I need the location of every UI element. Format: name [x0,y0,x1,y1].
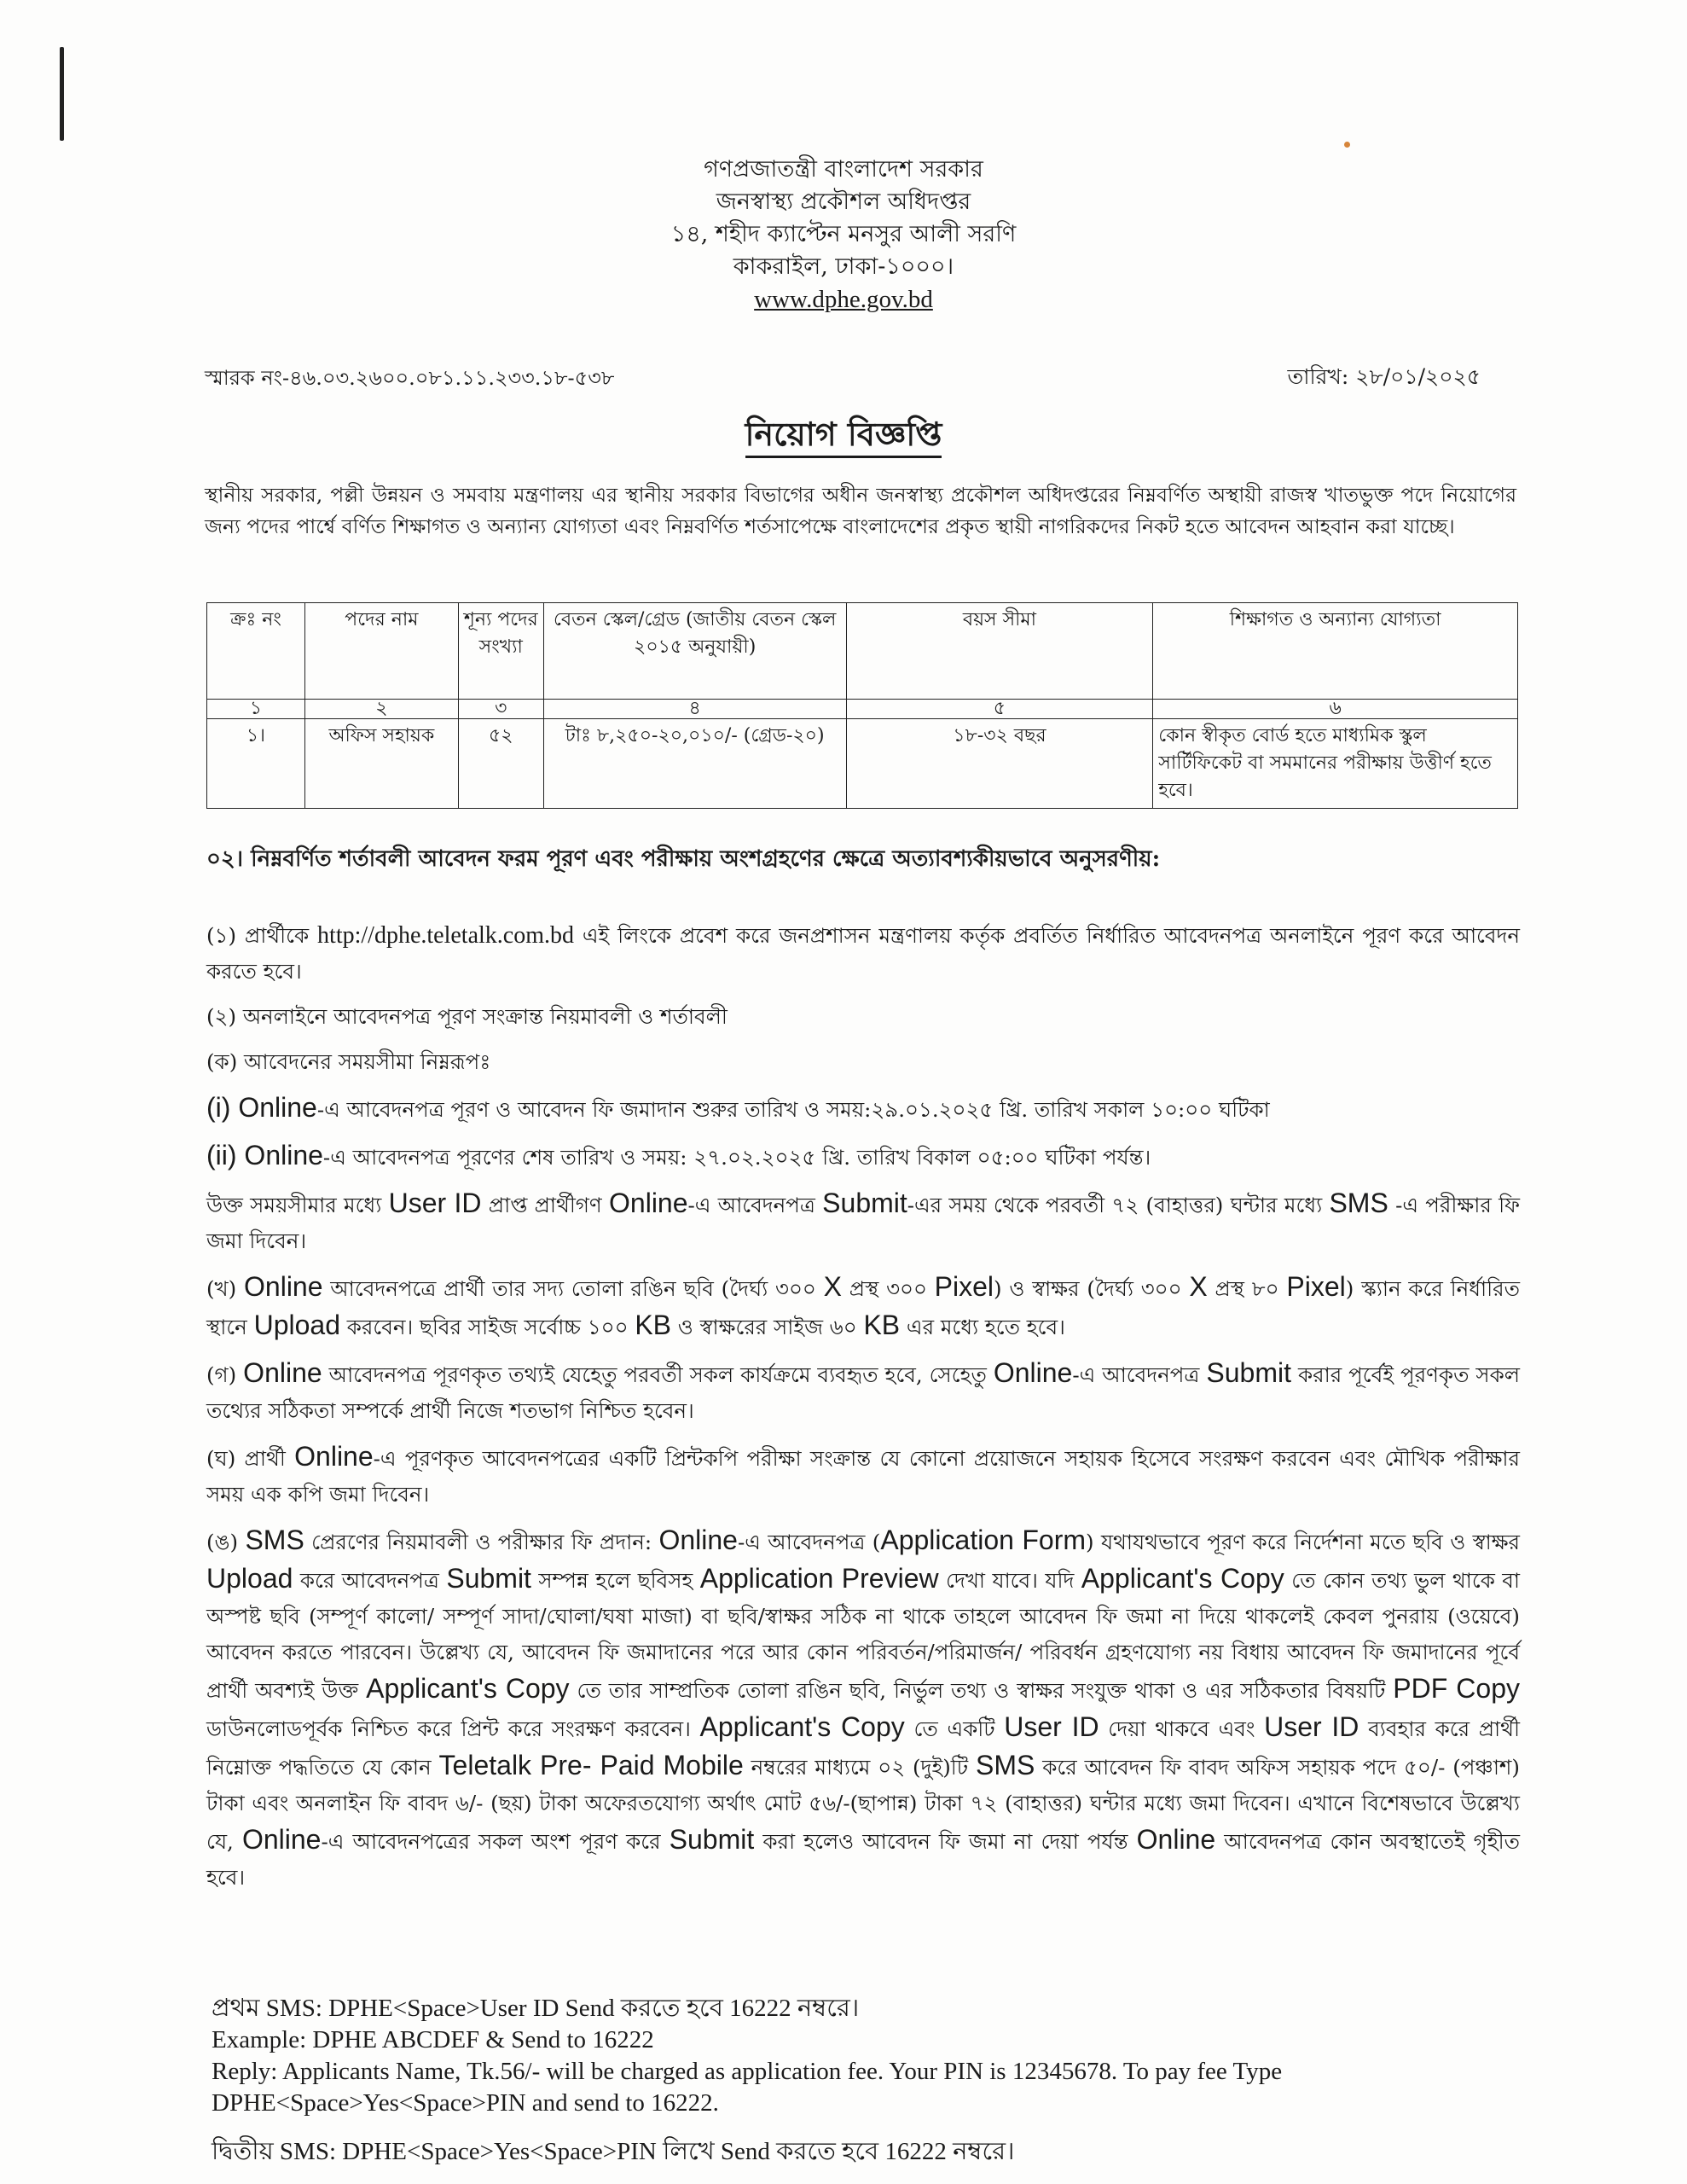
cell-vacancies: ৫২ [458,719,543,809]
instructions [206,913,1520,1905]
text: প্রস্থ ৩০০ [841,1276,935,1301]
text: Teletalk Pre- Paid Mobile [438,1750,744,1780]
text: KB [635,1310,671,1340]
first-sms: প্রথম SMS: DPHE<Space>User ID Send করতে হবে 16222 নম্বরে। [212,1995,860,2022]
fee-window [206,1185,1520,1259]
text: Online [243,1357,322,1388]
section-heading: ০২। নিম্নবর্ণিত শর্তাবলী আবেদন ফরম পূরণ এবং পরীক্ষায় অংশগ্রহণের ক্ষেত্রে অত্যাবশ্যকীয়ভাবে অনুসরণীয়: [206,846,1161,872]
column-number: ৫ [846,700,1153,719]
text: এই লিংকে প্রবেশ করে জনপ্রশাসন মন্ত্রণালয় কর্তৃক প্রবর্তিত নির্ধারিত আবেদনপত্র অনলাইনে পূরণ করে আবেদন করতে হবে। [206,923,1520,984]
department-name: জনস্বাস্থ্য প্রকৌশল অধিদপ্তর [716,189,971,215]
table-number-row [207,700,1518,719]
intro-paragraph: স্থানীয় সরকার, পল্লী উন্নয়ন ও সমবায় মন্ত্রণালয় এর স্থানীয় সরকার বিভাগের অধীন জনস্বাস্থ্য প্রকৌশল অধিদপ্তরের নিম্নবর্ণিত অস্থায়ী রাজস্ব খাতভুক্ত পদে নিয়োগের জন্য পদের পার্শ্বে বর্ণিত শিক্ষাগত ও অন্যান্য যোগ্যতা এবং নিম্নবর্ণিত শর্তসাপেক্ষে বাংলাদেশের প্রকৃত স্থায়ী নাগরিকদের নিকট হতে আবেদন আহবান করা যাচ্ছে। [205,483,1516,538]
text: আবেদনপত্র কোন অবস্থাতেই গৃহীত হবে। [206,1829,1520,1890]
text: Online [241,1824,322,1855]
text: করে আবেদনপত্র [293,1568,447,1593]
govt-name: গণপ্রজাতন্ত্রী বাংলাদেশ সরকার [704,156,983,183]
text: Applicant's Copy [366,1673,570,1704]
text: ব্যবহার করে প্রার্থী নিম্নোক্ত পদ্ধতিতে যে কোন [206,1716,1521,1780]
cell-age-limit: ১৮-৩২ বছর [846,719,1153,809]
cell-post-name: অফিস সহায়ক [304,719,458,809]
header-pay-scale: বেতন স্কেল/গ্রেড (জাতীয় বেতন স্কেল ২০১৫ অনুযায়ী) [543,603,846,700]
text: -এ আবেদনপত্র [687,1193,823,1217]
text: Online [609,1188,688,1218]
text: প্রস্থ ৮০ [1207,1276,1287,1301]
text: Applicant's Copy [699,1711,905,1742]
header-age-limit: বয়স সীমা [846,603,1153,700]
text: -এ আবেদনপত্র ( [737,1530,881,1554]
text: Online [294,1441,374,1472]
text: উক্ত সময়সীমার মধ্যে [206,1193,389,1217]
address-line-2: কাকরাইল, ঢাকা-১০০০। [733,253,954,280]
text: -এ পরীক্ষার ফি জমা দিবেন। [206,1193,1520,1253]
text: তে কোন তথ্য ভুল থাকে বা অস্পষ্ট ছবি (সম্পূর্ণ কালো/ সম্পূর্ণ সাদা/ঘোলা/ঘষা মাজা) বা ছবি/স্বাক্ষর সঠিক না থাকে তাহলে আবেদন ফি জমা না দিয়ে থাকলেই কেবল পুনরায় (ওয়েবে) আবেদন করতে পারবেন। উল্লেখ্য যে, আবেদন ফি জমাদানের পরে আর কোন পরিবর্তন/পরিমার্জন/ পরিবর্ধন গ্রহণযোগ্য নয় বিধায় আবেদন ফি জমাদানের পূর্বে প্রার্থী অবশ্যই উক্ত [206,1568,1521,1703]
text: SMS [1329,1188,1388,1218]
header-qualification: শিক্ষাগত ও অন্যান্য যোগ্যতা [1153,603,1518,700]
column-number: ১ [207,700,305,719]
text: Online [993,1357,1073,1388]
column-number: ৬ [1153,700,1518,719]
text: প্রেরণের নিয়মাবলী ও পরীক্ষার ফি প্রদান: [304,1530,659,1554]
scan-edge-mark [60,47,64,141]
text: (i) Online [206,1092,317,1123]
second-sms: দ্বিতীয় SMS: DPHE<Space>Yes<Space>PIN লিখে Send করতে হবে 16222 নম্বরে। [212,2138,1015,2165]
text: SMS [976,1750,1035,1780]
text: দেয়া থাকবে এবং [1099,1716,1265,1741]
deadline-start [206,1089,1520,1128]
text: User ID [1004,1711,1099,1742]
cell-serial: ১। [207,719,305,809]
text: Submit [822,1188,907,1218]
text: User ID [388,1188,482,1218]
text: নম্বরের মাধ্যমে ০২ (দুই)টি [743,1755,976,1780]
text: Submit [1206,1357,1291,1388]
memo-number: স্মারক নং-৪৬.০৩.২৬০০.০৮১.১১.২৩৩.১৮-৫৩৮ [205,366,615,390]
text: -এ আবেদনপত্র পূরণের শেষ তারিখ ও সময়: ২৭.০২.২০২৫ খ্রি. তারিখ বিকাল ০৫:০০ ঘটিকা পর্যন্ত। [322,1145,1151,1170]
text: -এ আবেদনপত্র [1072,1362,1207,1387]
text: Upload [206,1563,293,1594]
text: করে আবেদন ফি বাবদ অফিস সহায়ক পদে ৫০/- (পঞ্চাশ) টাকা এবং অনলাইন ফি বাবদ ৬/- (ছয়) টাকা অফেরতযোগ্য অর্থাৎ মোট ৫৬/-(ছাপান্ন) টাকা ৭২ (বাহাত্তর) ঘন্টার মধ্যে জমা দিবেন। এখানে বিশেষভাবে উল্লেখ্য যে, [206,1755,1520,1854]
text: (খ) [206,1276,245,1301]
text: Online [1136,1824,1216,1855]
text: -এ আবেদনপত্রের সকল অংশ পূরণ করে [321,1829,670,1854]
text: ) যথাযথভাবে পূরণ করে নির্দেশনা মতে ছবি ও স্বাক্ষর [1086,1530,1521,1554]
text: -এ পূরণকৃত আবেদনপত্রের একটি প্রিন্টকপি পরীক্ষা সংক্রান্ত যে কোনো প্রয়োজনে সহায়ক হিসেবে সংরক্ষণ করবেন এবং মৌখিক পরীক্ষার সময় এক কপি জমা দিবেন। [206,1446,1520,1507]
text: -এ আবেদনপত্র পূরণ ও আবেদন ফি জমাদান শুরুর তারিখ ও সময়:২৯.০১.২০২৫ খ্রি. তারিখ সকাল ১০:০০ ঘটিকা [316,1097,1270,1122]
instruction-kha [206,1269,1520,1345]
text: SMS [245,1525,304,1555]
table-row [207,719,1518,809]
text: প্রাপ্ত প্রার্থীগণ [481,1193,610,1217]
application-url-link[interactable]: http://dphe.teletalk.com.bd [317,922,574,949]
instruction-1 [206,918,1520,990]
text: ও স্বাক্ষরের সাইজ ৬০ [671,1315,864,1339]
text: আবেদনপত্রে প্রার্থী তার সদ্য তোলা রঙিন ছবি (দৈর্ঘ্য ৩০০ [322,1276,824,1301]
text: সম্পন্ন হলে ছবিসহ [530,1568,700,1593]
text: ) স্ক্যান করে নির্ধারিত স্থানে [206,1276,1520,1339]
text: Pixel [934,1271,994,1302]
text: X [1189,1271,1208,1302]
post-table [206,602,1518,809]
text: (ঘ) প্রার্থী [206,1446,295,1471]
text: (ঙ) [206,1530,246,1554]
sms-example: Example: DPHE ABCDEF & Send to 16222 [212,2026,654,2053]
deadline-end [206,1137,1520,1176]
text: -এর সময় থেকে পরবর্তী ৭২ (বাহাত্তর) ঘন্টার মধ্যে [907,1193,1330,1217]
text: User ID [1264,1711,1359,1742]
text: (ii) Online [206,1140,323,1170]
address-line-1: ১৪, শহীদ ক্যাপ্টেন মনসুর আলী সরণি [670,221,1017,247]
column-number: ৪ [543,700,846,719]
header-vacancies: শূন্য পদের সংখ্যা [458,603,543,700]
text: তে তার সাম্প্রতিক তোলা রঙিন ছবি, নির্ভুল তথ্য ও স্বাক্ষর সংযুক্ত থাকা ও এর সঠিকতার বিষয়টি [569,1678,1394,1703]
scan-speck [1344,142,1350,148]
letterhead [0,154,1687,316]
column-number: ৩ [458,700,543,719]
cell-pay-scale: টাঃ ৮,২৫০-২০,০১০/- (গ্রেড-২০) [543,719,846,809]
text: এর মধ্যে হতে হবে। [900,1315,1065,1339]
sms-reply: Reply: Applicants Name, Tk.56/- will be charged as application fee. Your PIN is 12345678. To pay fee Type DPHE<Space>Yes<Space>PIN and send to 16222. [212,2058,1283,2117]
text: ডাউনলোডপূর্বক নিশ্চিত করে প্রিন্ট করে সংরক্ষণ করবেন। [206,1716,700,1741]
cell-qualification: কোন স্বীকৃত বোর্ড হতে মাধ্যমিক স্কুল সার্টিফিকেট বা সমমানের পরীক্ষায় উত্তীর্ণ হতে হবে। [1153,719,1518,809]
column-number: ২ [304,700,458,719]
text: করার পূর্বেই পূরণকৃত সকল তথ্যের সঠিকতা সম্পর্কে প্রার্থী নিজে শতভাগ নিশ্চিত হবেন। [206,1362,1521,1423]
notice-date: তারিখ: ২৮/০১/২০২৫ [1287,364,1481,389]
text: Applicant's Copy [1081,1563,1284,1594]
instruction-gha [206,1438,1520,1513]
text: করবেন। ছবির সাইজ সর্বোচ্চ ১০০ [339,1315,635,1339]
text: Application Preview [699,1563,939,1594]
text: PDF Copy [1393,1673,1520,1704]
text: Upload [253,1310,340,1340]
header-serial: ক্রঃ নং [207,603,305,700]
text: করা হলেও আবেদন ফি জমা না দেয়া পর্যন্ত [754,1829,1137,1854]
text: Submit [446,1563,531,1594]
text: ) ও স্বাক্ষর (দৈর্ঘ্য ৩০০ [994,1276,1190,1301]
instruction-2: (২) অনলাইনে আবেদনপত্র পূরণ সংক্রান্ত নিয়মাবলী ও শর্তাবলী [206,1004,728,1029]
text: Application Form [880,1525,1087,1555]
notice-title-text: নিয়োগ বিজ্ঞপ্তি [745,415,942,458]
text: Online [658,1525,738,1555]
text: দেখা যাবে। যদি [938,1568,1081,1593]
text: KB [863,1310,901,1340]
text: Submit [669,1824,755,1855]
instruction-ka: (ক) আবেদনের সময়সীমা নিম্নরূপঃ [206,1049,491,1074]
text: X [823,1271,842,1302]
header-post-name: পদের নাম [304,603,458,700]
text: তে একটি [904,1716,1005,1741]
instruction-umo [206,1522,1520,1896]
table-header-row [207,603,1518,700]
website-link[interactable]: www.dphe.gov.bd [754,286,933,313]
text: আবেদনপত্র পূরণকৃত তথ্যই যেহেতু পরবর্তী সকল কার্যক্রমে ব্যবহৃত হবে, সেহেতু [322,1362,994,1387]
instruction-ga [206,1355,1520,1429]
text: (১) প্রার্থীকে [206,923,318,948]
notice-title [0,410,1687,464]
text: (গ) [206,1362,244,1387]
text: Online [244,1271,323,1302]
sms-instructions [212,1993,1525,2168]
text: Pixel [1286,1271,1346,1302]
